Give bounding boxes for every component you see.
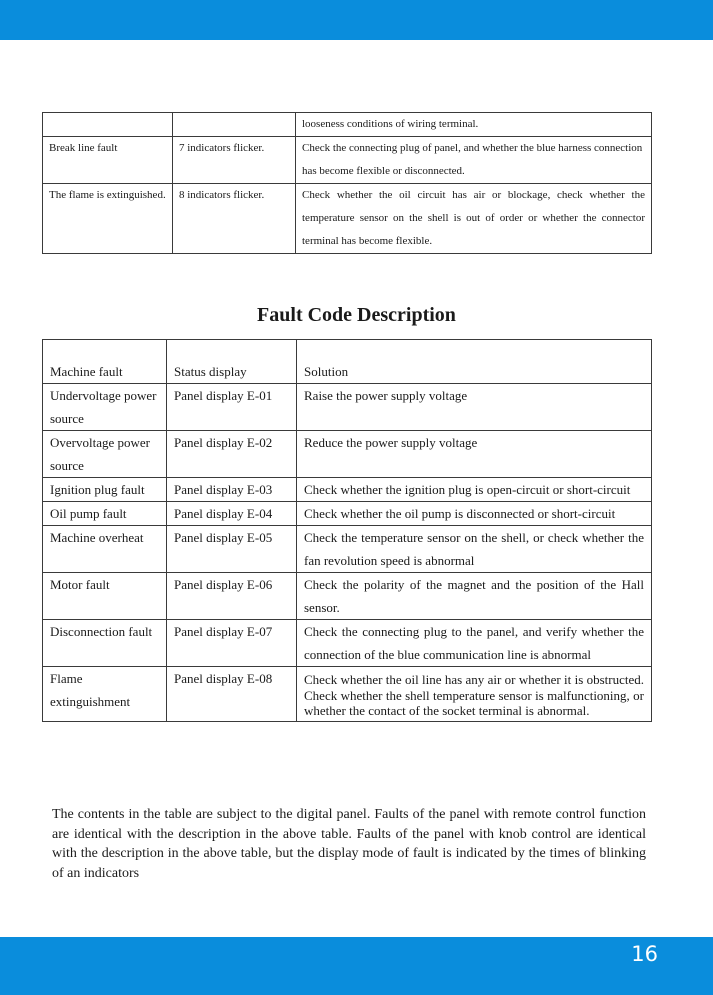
table-cell-fault: Motor fault (43, 573, 167, 620)
table-cell-solution: Check the connecting plug to the panel, and verify whether the connection of the blue communication line is abnormal (297, 620, 652, 667)
table-cell-fault: Disconnection fault (43, 620, 167, 667)
table-cell-status: Panel display E-08 (167, 667, 297, 722)
table-cell-status: Panel display E-01 (167, 384, 297, 431)
indicator-fault-table (42, 112, 652, 254)
table-cell-solution: Check the temperature sensor on the shell, or check whether the fan revolution speed is abnormal (297, 526, 652, 573)
table-row (43, 573, 652, 620)
table-row (43, 478, 652, 502)
header-bar (0, 0, 713, 40)
table-cell-fault: Overvoltage power source (43, 431, 167, 478)
column-header: Status display (167, 340, 297, 384)
table-cell-solution: looseness conditions of wiring terminal. (296, 113, 652, 137)
table-cell-solution: Reduce the power supply voltage (297, 431, 652, 478)
table-cell-solution: Raise the power supply voltage (297, 384, 652, 431)
table-row (43, 384, 652, 431)
table-row (43, 184, 652, 254)
table-cell-indicator (173, 113, 296, 137)
table-header-row (43, 340, 652, 384)
table-cell-fault: Machine overheat (43, 526, 167, 573)
table-row (43, 526, 652, 573)
table-row (43, 137, 652, 184)
page-number: 16 (631, 942, 658, 966)
table-cell-solution: Check whether the oil circuit has air or blockage, check whether the temperature sensor on the shell is out of order or whether the connector terminal has become flexible. (296, 184, 652, 254)
table-cell-indicator: 7 indicators flicker. (173, 137, 296, 184)
table-cell-indicator: 8 indicators flicker. (173, 184, 296, 254)
table-cell-solution: Check whether the oil line has any air or whether it is obstructed. Check whether the shell temperature sensor is malfunctioning, or whether the contact of the socket terminal is abnormal. (297, 667, 652, 722)
table-row (43, 667, 652, 722)
table-row (43, 431, 652, 478)
table-cell-fault: Oil pump fault (43, 502, 167, 526)
table-cell-solution: Check the polarity of the magnet and the position of the Hall sensor. (297, 573, 652, 620)
column-header: Solution (297, 340, 652, 384)
table-cell-solution: Check whether the oil pump is disconnected or short-circuit (297, 502, 652, 526)
footer-bar (0, 937, 713, 995)
column-header: Machine fault (43, 340, 167, 384)
table-cell-fault: Break line fault (43, 137, 173, 184)
fault-code-table (42, 339, 652, 722)
table-cell-fault: Flame extinguishment (43, 667, 167, 722)
footnote-paragraph: The contents in the table are subject to the digital panel. Faults of the panel with remote control function are identical with the description in the above table. Faults of the panel with knob control are identical with the description in the above table, but the display mode of fault is indicated by the times of blinking of an indicators (52, 807, 646, 881)
table-cell-solution: Check whether the ignition plug is open-circuit or short-circuit (297, 478, 652, 502)
table-cell-status: Panel display E-06 (167, 573, 297, 620)
table-row (43, 502, 652, 526)
table-cell-status: Panel display E-02 (167, 431, 297, 478)
section-title: Fault Code Description (257, 304, 456, 326)
table-cell-solution: Check the connecting plug of panel, and whether the blue harness connection has become flexible or disconnected. (296, 137, 652, 184)
table-row (43, 620, 652, 667)
table-cell-fault: Undervoltage power source (43, 384, 167, 431)
table-cell-fault: The flame is extinguished. (43, 184, 173, 254)
table-cell-fault: Ignition plug fault (43, 478, 167, 502)
table-cell-status: Panel display E-03 (167, 478, 297, 502)
table-row (43, 113, 652, 137)
table-cell-status: Panel display E-04 (167, 502, 297, 526)
table-cell-status: Panel display E-05 (167, 526, 297, 573)
table-cell-fault (43, 113, 173, 137)
table-cell-status: Panel display E-07 (167, 620, 297, 667)
